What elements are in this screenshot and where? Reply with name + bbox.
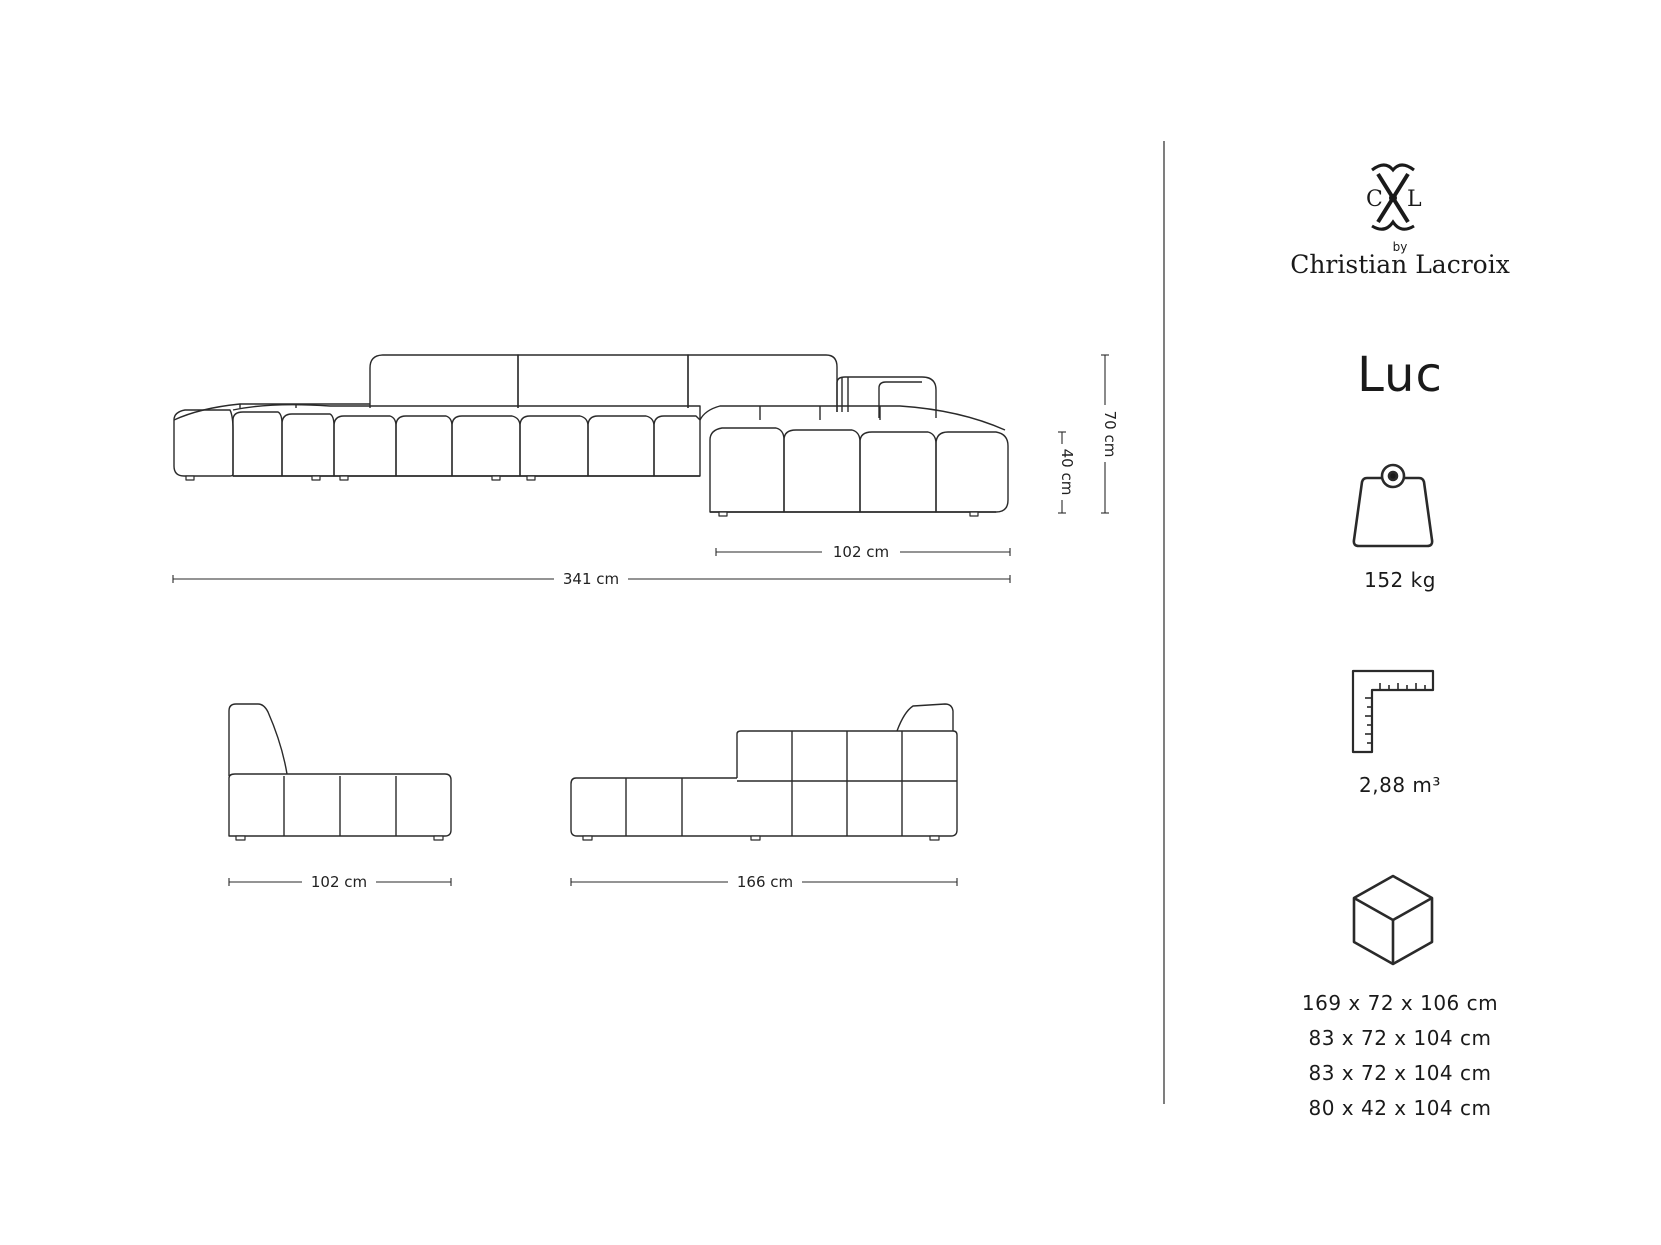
package-dimension: 80 x 42 x 104 cm (1308, 1096, 1492, 1120)
right-chaise-cushion (860, 432, 936, 512)
package-dimension: 83 x 72 x 104 cm (1308, 1026, 1492, 1050)
dimension-lines-front (173, 355, 1109, 583)
seat-cushion (233, 412, 282, 476)
seat-cushion (334, 416, 396, 476)
seat-cushion (520, 416, 588, 476)
dim-total-width: 341 cm (562, 570, 620, 588)
dim-chaise-depth: 102 cm (832, 543, 890, 561)
back-cushion-3 (688, 355, 837, 412)
brand-by-label: by (1392, 240, 1408, 254)
product-name: Luc (1357, 347, 1443, 403)
svg-text:L: L (1407, 187, 1422, 212)
dim-back-height: 70 cm (1101, 410, 1119, 458)
back-view-headrest (897, 704, 953, 731)
box-cube-icon (1354, 876, 1432, 964)
left-chaise-front (174, 410, 233, 476)
back-cushion-2 (518, 355, 688, 408)
package-dimensions-list (1250, 986, 1550, 1126)
right-back-block (837, 377, 936, 418)
right-chaise-cushion (710, 428, 784, 512)
weight-icon (1354, 465, 1432, 546)
back-view-low-block (571, 778, 737, 836)
product-weight: 152 kg (1364, 568, 1436, 592)
brand-name: Christian Lacroix (1290, 250, 1510, 279)
product-volume: 2,88 m³ (1359, 773, 1441, 797)
seat-cushion (452, 416, 520, 476)
back-cushion-1 (370, 355, 518, 408)
right-chaise-cushion (784, 430, 860, 512)
side-backrest (229, 704, 287, 776)
ruler-square-icon (1353, 671, 1433, 752)
right-arm-front (879, 382, 922, 418)
back-view-sofa (571, 704, 957, 840)
cxl-monogram-logo (1366, 165, 1422, 229)
dim-side-length: 166 cm (736, 873, 794, 891)
front-view-sofa (174, 355, 1008, 516)
svg-text:C: C (1366, 187, 1383, 212)
dim-seat-height: 40 cm (1058, 448, 1076, 496)
seat-cushion (396, 416, 452, 476)
seat-cushion (654, 416, 700, 476)
package-dimension: 169 x 72 x 106 cm (1301, 991, 1499, 1015)
seat-row-top (233, 405, 700, 420)
side-view-sofa (229, 704, 451, 840)
package-dimension: 83 x 72 x 104 cm (1308, 1061, 1492, 1085)
right-chaise-cushion (936, 432, 1008, 512)
seat-cushion (282, 414, 334, 476)
right-chaise-top (700, 406, 1005, 430)
dim-side-depth: 102 cm (310, 873, 368, 891)
seat-cushion (588, 416, 654, 476)
